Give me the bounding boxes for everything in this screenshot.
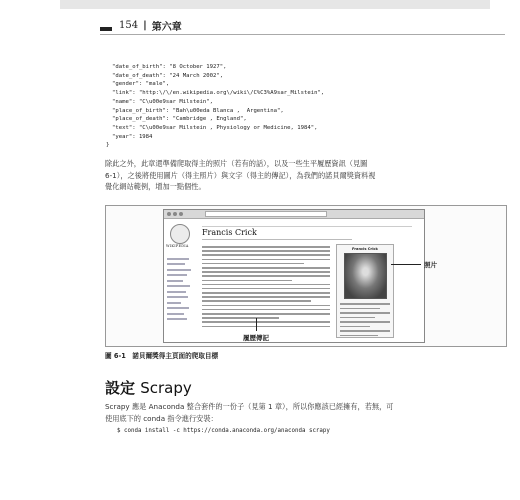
page-header	[100, 18, 182, 33]
figure-caption: 圖 6-1 諾貝爾獎得主頁面的爬取目標	[105, 352, 219, 360]
code-line: "link": "http:\/\/en.wikipedia.org\/wiki\/C%C3%A9sar_Milstein",	[112, 90, 325, 97]
photo-callout-line	[391, 264, 421, 265]
bio-callout: 履歷傳記	[243, 334, 269, 342]
chapter-title: 第六章	[151, 22, 182, 33]
wikipedia-globe-icon	[170, 224, 190, 244]
infobox-title: Francis Crick	[352, 247, 378, 251]
paragraph-line: 覺化網站範例，增加一點個性。	[105, 182, 206, 191]
top-page-strip	[60, 0, 490, 9]
photo-callout: 照片	[424, 261, 437, 269]
paragraph-line: 6-1），之後將使用圖片（得主照片）與文字（得主的傳記），為我們的諾貝爾獎資料視	[105, 170, 376, 180]
bio-callout-line	[256, 318, 257, 331]
page-number: 154	[119, 20, 139, 31]
window-dot-icon	[179, 212, 183, 216]
code-line: "date_of_death": "24 March 2002",	[112, 72, 224, 79]
window-dot-icon	[173, 212, 177, 216]
paragraph-line: 使用底下的 conda 指令進行安裝：	[105, 413, 218, 423]
code-line: "text": "C\u00e9sar Milstein , Physiology or Medicine, 1984",	[112, 124, 318, 131]
code-line: "name": "C\u00e9sar Milstein",	[112, 98, 214, 105]
infobox-rows	[340, 303, 390, 339]
wiki-tabs	[202, 222, 412, 227]
header-separator: |	[143, 20, 147, 31]
code-line: "gender": "male",	[112, 81, 170, 88]
scrapy-paragraph	[105, 401, 505, 424]
section-heading	[105, 377, 192, 398]
figure-6-1	[105, 205, 507, 347]
code-line: "place_of_death": "Cambridge , England",	[112, 116, 247, 123]
section-title-cn: 設定	[105, 379, 136, 397]
code-line: "date_of_birth": "8 October 1927",	[112, 64, 227, 70]
address-bar	[205, 211, 327, 217]
code-line: "year": 1984	[112, 133, 153, 140]
article-title: Francis Crick	[202, 228, 257, 237]
title-rule	[202, 239, 352, 240]
window-dot-icon	[167, 212, 171, 216]
wiki-sidebar	[167, 254, 195, 324]
section-title-en: Scrapy	[140, 379, 192, 397]
paragraph-line: 除此之外，此章還準備爬取得主的照片（若有的話），以及一些生平履歷資訊（見圖	[105, 159, 368, 168]
wikipedia-wordmark: WIKIPEDIA	[166, 244, 189, 248]
browser-screenshot	[163, 209, 425, 343]
browser-toolbar	[164, 210, 424, 219]
conda-command: $ conda install -c https://conda.anaconda.org/anaconda scrapy	[117, 428, 330, 434]
header-marker	[100, 27, 112, 31]
json-code-block	[106, 63, 325, 150]
header-rule	[100, 34, 505, 35]
code-line: }	[106, 142, 110, 149]
paragraph-line: Scrapy 應是 Anaconda 整合套件的一份子（見第 1 章），所以你應該已經擁有，若無，可	[105, 402, 394, 411]
infobox	[336, 244, 394, 338]
laureate-photo	[344, 253, 387, 299]
code-line: "place_of_birth": "Bah\u00eda Blanca , Argentina",	[112, 107, 284, 114]
intro-paragraph	[105, 158, 505, 193]
article-body-text	[202, 246, 330, 330]
